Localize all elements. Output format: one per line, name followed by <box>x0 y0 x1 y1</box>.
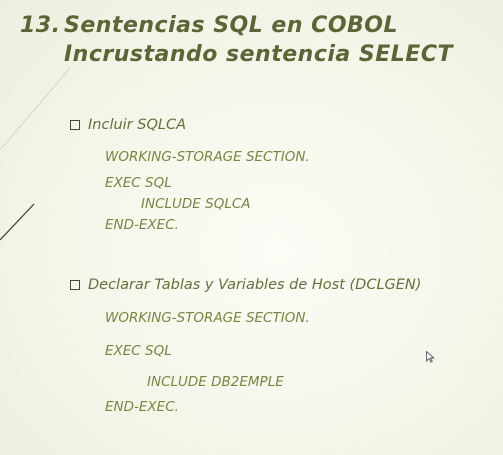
bullet-incluir-sqlca <box>70 117 186 133</box>
checkbox-bullet-icon <box>70 280 80 290</box>
code-line: EXEC SQL <box>105 175 172 191</box>
checkbox-bullet-icon <box>70 120 80 130</box>
code-line: END-EXEC. <box>105 399 179 415</box>
code-line: INCLUDE SQLCA <box>141 196 251 212</box>
mouse-cursor-icon <box>426 351 435 363</box>
code-line: WORKING-STORAGE SECTION. <box>105 310 310 326</box>
slide-title-line-1: Sentencias SQL en COBOL <box>64 13 399 38</box>
code-line: INCLUDE DB2EMPLE <box>147 374 284 390</box>
bullet-label: Declarar Tablas y Variables de Host (DCLGEN) <box>88 277 422 293</box>
bullet-label: Incluir SQLCA <box>88 117 186 133</box>
code-line: END-EXEC. <box>105 217 179 233</box>
code-line: WORKING-STORAGE SECTION. <box>105 149 310 165</box>
slide-title-line-2: Incrustando sentencia SELECT <box>64 42 453 67</box>
bullet-declarar-tablas <box>70 277 421 293</box>
code-line: EXEC SQL <box>105 343 172 359</box>
slide-number: 13. <box>20 13 61 38</box>
